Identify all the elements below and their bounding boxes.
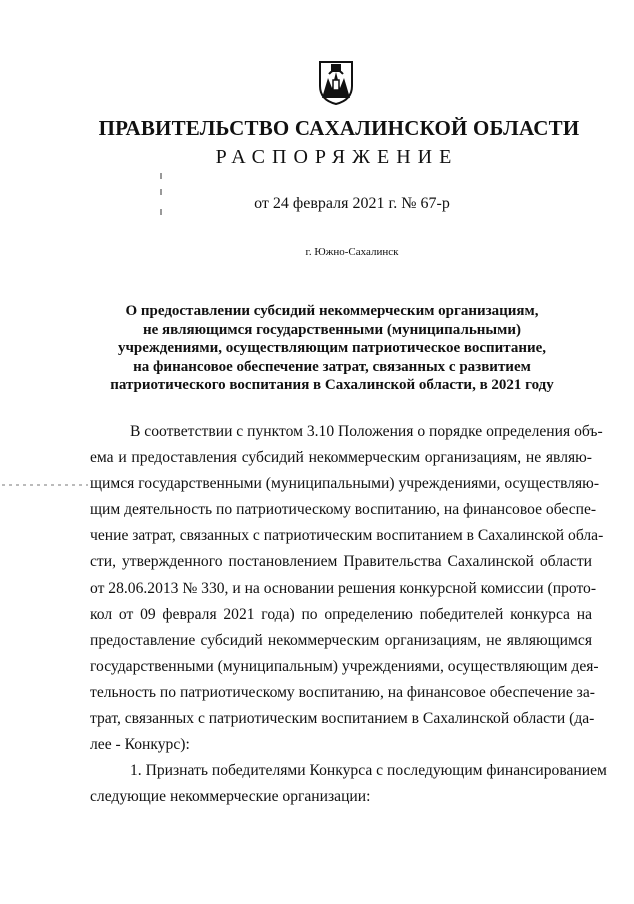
paragraph-line: кол от 09 февраля 2021 года) по определению победителей конкурса на	[90, 605, 592, 623]
document-place: г. Южно-Сахалинск	[305, 246, 399, 258]
paragraph-line: щим деятельность по патриотическому воспитанию, на финансовое обеспе-	[90, 501, 597, 519]
paragraph-line: В соответствии с пунктом 3.10 Положения о порядке определения объ-	[130, 423, 603, 440]
scan-artifact-dashes	[0, 481, 90, 489]
paragraph-line: от 28.06.2013 № 330, и на основании решения конкурсной комиссии (прото-	[90, 579, 597, 597]
paragraph-line: следующие некоммерческие организации:	[90, 788, 371, 806]
paragraph-line: предоставление субсидий некоммерческим организациям, не являющимся	[90, 631, 592, 649]
subject-line: патриотического воспитания в Сахалинской области, в 2021 году	[110, 377, 554, 393]
coat-of-arms-icon	[316, 58, 356, 106]
document-body	[90, 419, 607, 810]
subject-line: учреждениями, осуществляющим патриотическое воспитание,	[117, 340, 547, 356]
subject-line: не являющимся государственными (муниципальными)	[143, 321, 521, 338]
paragraph-line: сти, утвержденного постановлением Правительства Сахалинской области	[90, 553, 592, 571]
paragraph-line: тельность по патриотическому воспитанию, на финансовое обеспечение за-	[90, 683, 595, 701]
paragraph-line: лее - Конкурс):	[90, 736, 190, 754]
subject-line: О предоставлении субсидий некоммерческим организациям,	[125, 303, 539, 319]
document-subject	[100, 302, 564, 395]
paragraph-line: щимся государственными (муниципальными) учреждениями, осуществляю-	[90, 475, 600, 493]
paragraph-line: ема и предоставления субсидий некоммерческим организациям, не являю-	[90, 449, 592, 467]
organization-title: ПРАВИТЕЛЬСТВО САХАЛИНСКОЙ ОБЛАСТИ	[98, 116, 580, 140]
document-date-number: от 24 февраля 2021 г. № 67-р	[254, 195, 450, 212]
paragraph-line: государственными (муниципальным) учреждениями, осуществляющим дея-	[90, 657, 599, 675]
paragraph-line: трат, связанных с патриотическим воспитанием в Сахалинской области (да-	[90, 710, 595, 728]
subject-line: на финансовое обеспечение затрат, связанных с развитием	[133, 358, 531, 375]
paragraph-line: 1. Признать победителями Конкурса с последующим финансированием	[130, 762, 607, 780]
paragraph-line: чение затрат, связанных с патриотическим воспитанием в Сахалинской обла-	[90, 527, 604, 545]
document-type: РАСПОРЯЖЕНИЕ	[215, 146, 459, 168]
